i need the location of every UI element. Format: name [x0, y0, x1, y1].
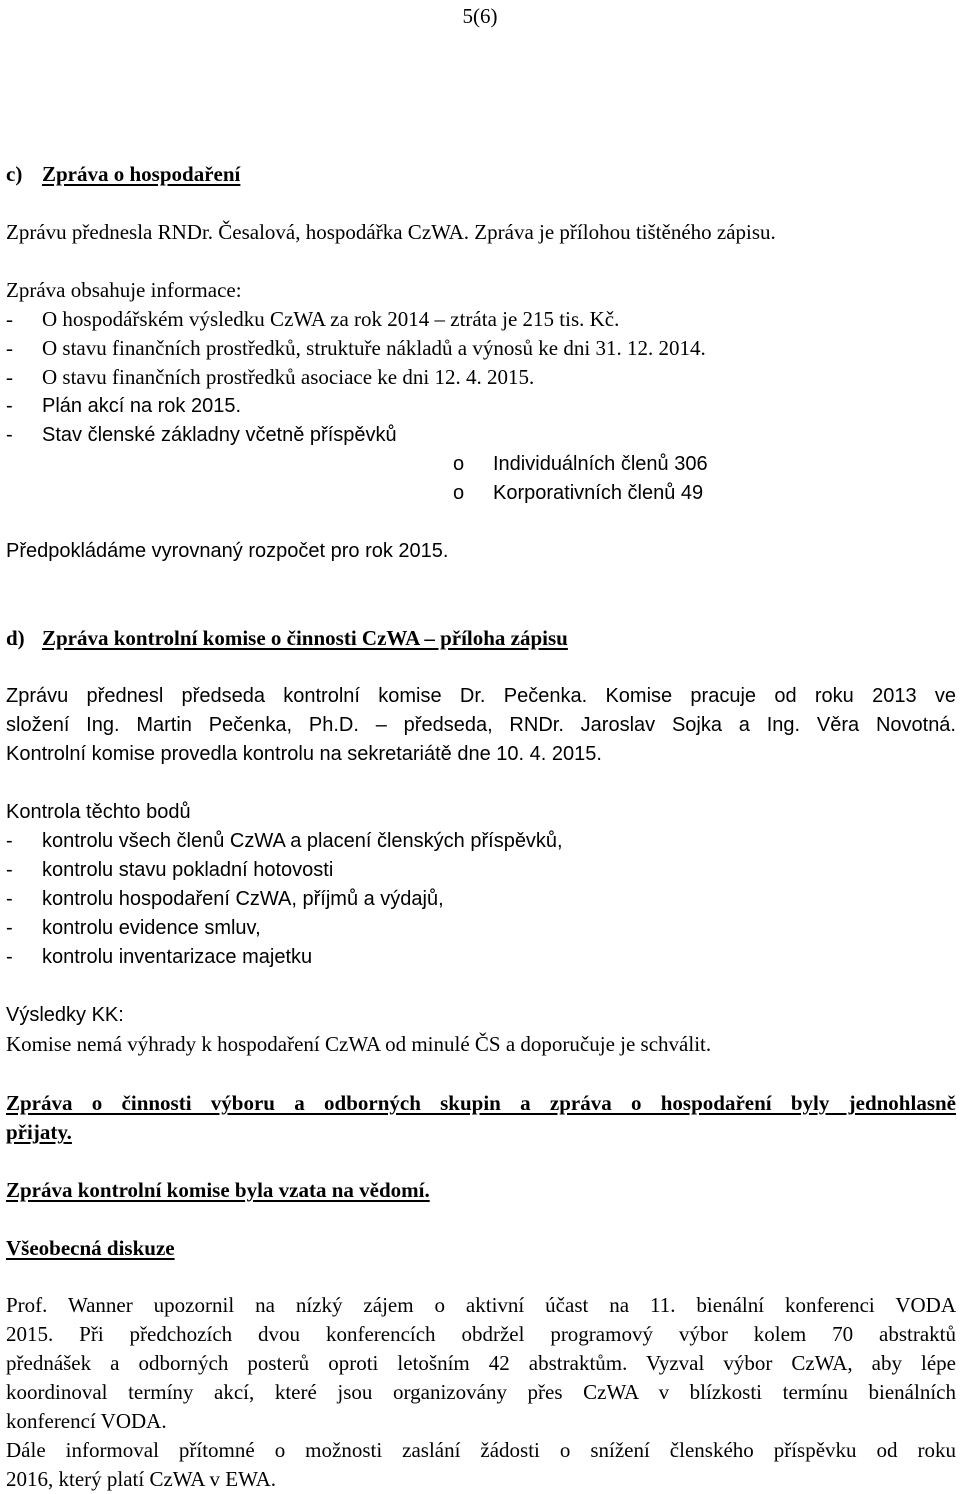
list-item: - kontrolu inventarizace majetku	[6, 946, 313, 968]
list-item: - kontrolu stavu pokladní hotovosti	[6, 859, 334, 881]
list-item: - kontrolu všech členů CzWA a placení členských příspěvků,	[6, 830, 563, 852]
discussion-paragraph: Prof. Wanner upozornil na nízký zájem o aktivní účast na 11. bienální konferenci VODA 2015. Při předchozích dvou konferencích obdržel programový výbor kolem 70 abstraktů přednášek a odborných posterů oproti letošním 42 abstraktům. Vyzval výbor CzWA, aby lépe koordinoval termíny akcí, které jsou organizovány přes CzWA v blízkosti termínu bienálních konferencí VODA. Dále informoval přítomné o možnosti zaslání žádosti o snížení členského příspěvku od roku 2016, který platí CzWA v EWA.	[6, 1293, 956, 1491]
section-c-contains-label: Zpráva obsahuje informace:	[6, 278, 242, 302]
section-d-prefix: d)	[6, 626, 25, 650]
section-d-heading	[6, 624, 956, 653]
section-d-points	[6, 798, 956, 972]
page-number: 5(6)	[462, 4, 498, 28]
list-item: - Stav členské základny včetně příspěvků	[6, 424, 397, 446]
list-item: - O stavu finančních prostředků, struktuře nákladů a výnosů ke dni 31. 12. 2014.	[6, 336, 706, 360]
section-c-heading	[6, 160, 956, 189]
results-text: Komise nemá výhrady k hospodaření CzWA od minulé ČS a doporučuje je schválit.	[6, 1032, 712, 1056]
list-item: - O stavu finančních prostředků asociace ke dni 12. 4. 2015.	[6, 365, 535, 389]
bullet-circle-icon: o	[453, 482, 465, 504]
sub-list-item: o Individuálních členů 306	[6, 450, 956, 479]
section-c-budget: Předpokládáme vyrovnaný rozpočet pro rok 2015.	[6, 540, 449, 562]
section-d-paragraph: Zprávu přednesl předseda kontrolní komise Dr. Pečenka. Komise pracuje od roku 2013 ve složení Ing. Martin Pečenka, Ph.D. – předseda, RNDr. Jaroslav Sojka a Ing. Věra Novotná. Kontrolní komise provedla kontrolu na sekretariátě dne 10. 4. 2015.	[6, 685, 956, 765]
decision-acknowledged: Zpráva kontrolní komise byla vzata na vědomí.	[6, 1178, 430, 1202]
list-item: - O hospodářském výsledku CzWA za rok 2014 – ztráta je 215 tis. Kč.	[6, 307, 620, 331]
decision-approval: Zpráva o činnosti výboru a odborných skupin a zpráva o hospodaření byly jednohlasně přijaty.	[6, 1091, 956, 1144]
section-c-title: Zpráva o hospodaření	[42, 162, 241, 186]
list-item: - Plán akcí na rok 2015.	[6, 395, 242, 417]
section-c-presenter: Zprávu přednesla RNDr. Česalová, hospodářka CzWA. Zpráva je přílohou tištěného zápisu.	[6, 220, 776, 244]
section-c-info-list	[6, 276, 956, 508]
section-d-points-label: Kontrola těchto bodů	[6, 801, 191, 823]
discussion-title: Všeobecná diskuze	[6, 1236, 175, 1260]
bullet-circle-icon: o	[453, 453, 465, 475]
results-label: Výsledky KK:	[6, 1004, 124, 1026]
list-item: - kontrolu evidence smluv,	[6, 917, 261, 939]
section-d-title: Zpráva kontrolní komise o činnosti CzWA – příloha zápisu	[42, 626, 568, 650]
section-c-prefix: c)	[6, 162, 23, 186]
sub-list-item: o Korporativních členů 49	[6, 479, 956, 508]
list-item: - kontrolu hospodaření CzWA, příjmů a výdajů,	[6, 888, 444, 910]
section-d-results	[6, 1001, 956, 1059]
